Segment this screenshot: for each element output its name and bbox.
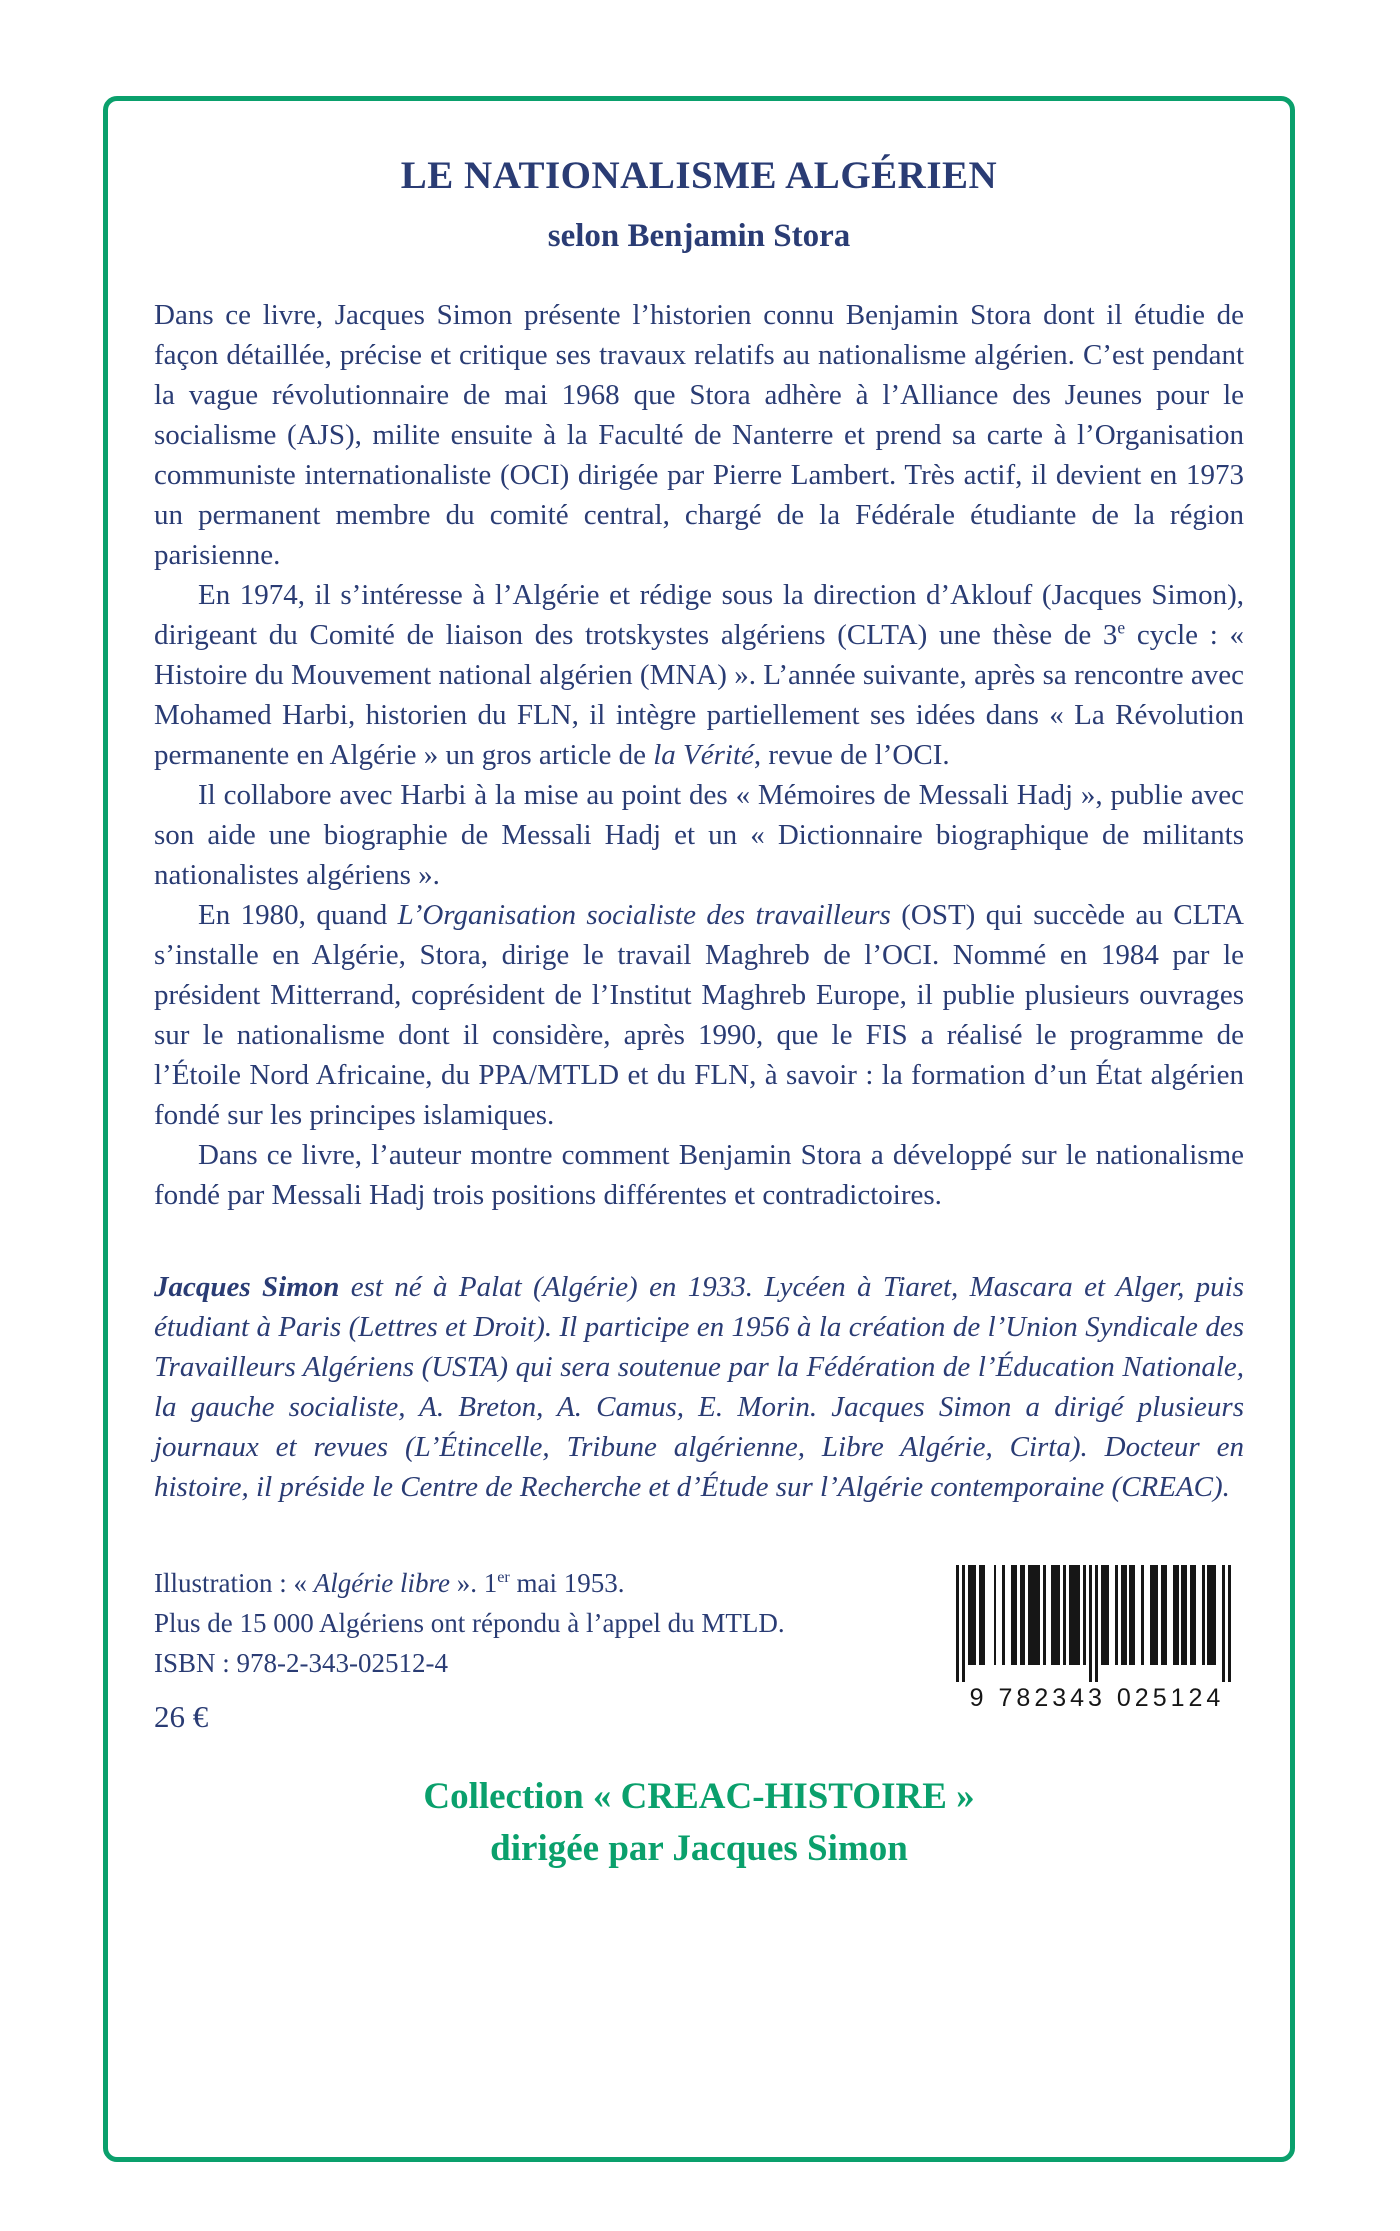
paragraph: Dans ce livre, l’auteur montre comment Benjamin Stora a développé sur le nationalisme fondé par Messali Hadj trois positions différentes et contradictoires. — [154, 1139, 1244, 1211]
paragraph: Dans ce livre, Jacques Simon présente l’historien connu Benjamin Stora dont il étudie de façon détaillée, précise et critique ses travaux relatifs au nationalisme algérien. C’est pendant la vague révolutionnaire de mai 1968 que Stora adhère à l’Alliance des Jeunes pour le socialisme (AJS), milite ensuite à la Faculté de Nanterre et prend sa carte à l’Organisation communiste internationaliste (OCI) dirigée par Pierre Lambert. Très actif, il devient en 1973 un permanent membre du comité central, chargé de la Fédérale étudiante de la région parisienne. — [154, 299, 1244, 571]
publication-block — [154, 1563, 1244, 1737]
barcode — [956, 1565, 1238, 1713]
publication-info — [154, 1563, 785, 1737]
paragraph: Il collabore avec Harbi à la mise au point des « Mémoires de Messali Hadj », publie avec son aide une biographie de Messali Hadj et un « Dictionnaire biographique de militants nationalistes algériens ». — [154, 779, 1244, 891]
author-bio: Jacques Simon est né à Palat (Algérie) en 1933. Lycéen à Tiaret, Mascara et Alger, puis étudiant à Paris (Lettres et Droit). Il participe en 1956 à la création de l’Union Syndicale des Travailleurs Algériens (USTA) qui sera soutenue par la Fédération de l’Éducation Nationale, la gauche socialiste, A. Breton, A. Camus, E. Morin. Jacques Simon a dirigé plusieurs journaux et revues (L’Étincelle, Tribune algérienne, Libre Algérie, Cirta). Docteur en histoire, il préside le Centre de Recherche et d’Étude sur l’Algérie contemporaine (CREAC). — [154, 1271, 1245, 1503]
collection-title: Collection « CREAC-HISTOIRE » — [423, 1776, 975, 1817]
collection-block — [154, 1771, 1244, 1875]
body-paragraphs — [154, 295, 1244, 1215]
barcode-bars — [956, 1565, 1238, 1683]
price: 26 € — [154, 1699, 209, 1734]
illustration-caption: Plus de 15 000 Algériens ont répondu à l’appel du MTLD. — [154, 1608, 785, 1638]
isbn: ISBN : 978-2-343-02512-4 — [154, 1648, 448, 1678]
illustration-credit: Illustration : « Algérie libre ». 1er mai 1953. — [154, 1568, 625, 1598]
book-title: LE NATIONALISME ALGÉRIEN — [400, 154, 998, 197]
cover-border-frame — [103, 96, 1295, 2162]
paragraph: En 1974, il s’intéresse à l’Algérie et rédige sous la direction d’Aklouf (Jacques Simon), dirigeant du Comité de liaison des trotskystes algériens (CLTA) une thèse de 3e cycle : « Histoire du Mouvement national algérien (MNA) ». L’année suivante, après sa rencontre avec Mohamed Harbi, historien du FLN, il intègre partiellement ses idées dans « La Révolution permanente en Algérie » un gros article de la Vérité, revue de l’OCI. — [154, 579, 1244, 771]
paragraph: En 1980, quand L’Organisation socialiste des travailleurs (OST) qui succède au CLTA s’installe en Algérie, Stora, dirige le travail Maghreb de l’OCI. Nommé en 1984 par le président Mitterrand, coprésident de l’Institut Maghreb Europe, il publie plusieurs ouvrages sur le nationalisme dont il considère, après 1990, que le FIS a réalisé le programme de l’Étoile Nord Africaine, du PPA/MTLD et du FLN, à savoir : la formation d’un État algérien fondé sur les principes islamiques. — [154, 899, 1244, 1131]
book-subtitle: selon Benjamin Stora — [547, 218, 851, 254]
collection-director: dirigée par Jacques Simon — [490, 1828, 908, 1869]
barcode-digits: 9 782343 025124 — [969, 1684, 1225, 1712]
